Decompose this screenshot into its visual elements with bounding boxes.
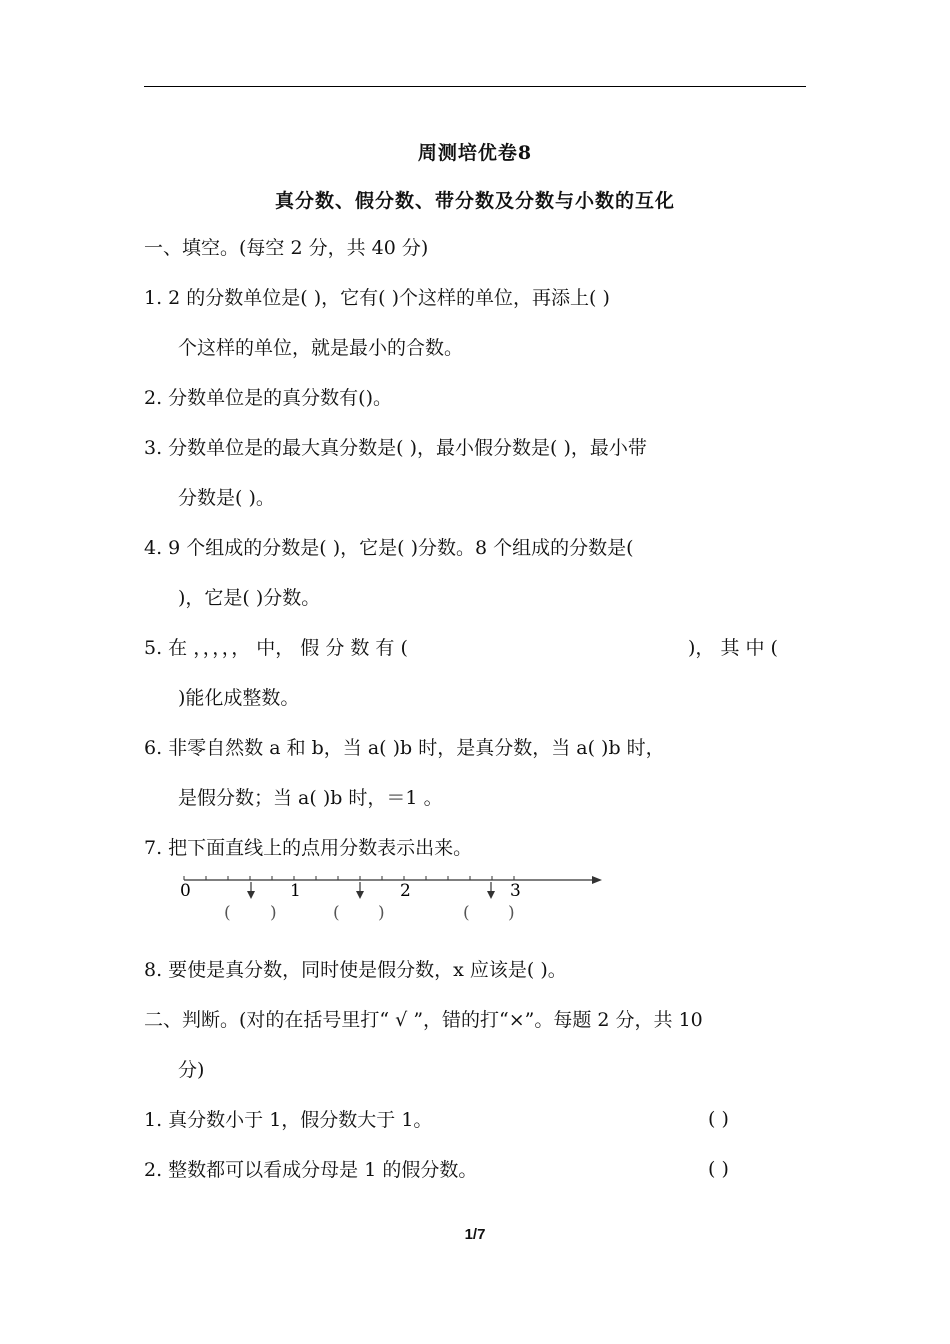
q4-line1: 4. 9 个组成的分数是( )，它是( )分数。8 个组成的分数是( [144, 537, 634, 559]
judge-item-1-text: 1. 真分数小于 1，假分数大于 1。 [144, 1109, 433, 1131]
q6-line1: 6. 非零自然数 a 和 b，当 a( )b 时，是真分数，当 a( )b 时， [144, 737, 665, 759]
q5-line2: )能化成整数。 [178, 687, 300, 709]
q2-line1: 2. 分数单位是的真分数有()。 [144, 387, 392, 409]
section2-heading-line1: 二、判断。(对的在括号里打“ √ ”，错的打“×”。每题 2 分，共 10 [144, 1009, 703, 1031]
q5-line1-left: 5. 在 ，，，，， 中， 假 分 数 有 ( [144, 637, 408, 659]
answer-paren-open-3: ( [463, 903, 470, 923]
q7-line1: 7. 把下面直线上的点用分数表示出来。 [144, 837, 473, 859]
tick-label-2: 2 [400, 881, 411, 901]
answer-paren-close-1: ) [270, 903, 277, 923]
page-title: 周测培优卷8 [417, 142, 533, 164]
tick-label-1: 1 [290, 881, 301, 901]
q1-line2: 个这样的单位，就是最小的合数。 [178, 337, 464, 359]
answer-paren-close-3: ) [508, 903, 515, 923]
q3-line2: 分数是( )。 [178, 487, 275, 509]
q5-line1-right: )， 其 中 ( [688, 637, 778, 659]
tick-label-3: 3 [510, 881, 521, 901]
section2-heading-line2: 分) [178, 1059, 205, 1081]
judge-item-2-text: 2. 整数都可以看成分母是 1 的假分数。 [144, 1159, 478, 1181]
number-line-arrowhead [592, 876, 602, 884]
judge-item-1-blank[interactable]: ( ) [708, 1108, 729, 1130]
arrow-marker-1 [247, 882, 255, 899]
q6-line2: 是假分数；当 a( )b 时，＝1 。 [178, 787, 443, 809]
q1-line1: 1. 2 的分数单位是( )，它有( )个这样的单位，再添上( ) [144, 287, 610, 309]
answer-paren-close-2: ) [378, 903, 385, 923]
page-subtitle: 真分数、假分数、带分数及分数与小数的互化 [274, 190, 675, 212]
arrow-marker-2 [356, 882, 364, 899]
q8-line1: 8. 要使是真分数，同时使是假分数，x 应该是( )。 [144, 959, 567, 981]
judge-item-2-blank[interactable]: ( ) [708, 1158, 729, 1180]
q3-line1: 3. 分数单位是的最大真分数是( )，最小假分数是( )，最小带 [144, 437, 647, 459]
page-number: 1/7 [464, 1226, 486, 1243]
section1-heading: 一、填空。(每空 2 分，共 40 分) [144, 237, 429, 259]
answer-paren-open-2: ( [333, 903, 340, 923]
header-rule [144, 86, 806, 87]
number-line [170, 866, 610, 926]
q4-line2: )，它是( )分数。 [178, 587, 321, 609]
tick-label-0: 0 [180, 881, 191, 901]
answer-paren-open-1: ( [224, 903, 231, 923]
arrow-marker-3 [487, 882, 495, 899]
